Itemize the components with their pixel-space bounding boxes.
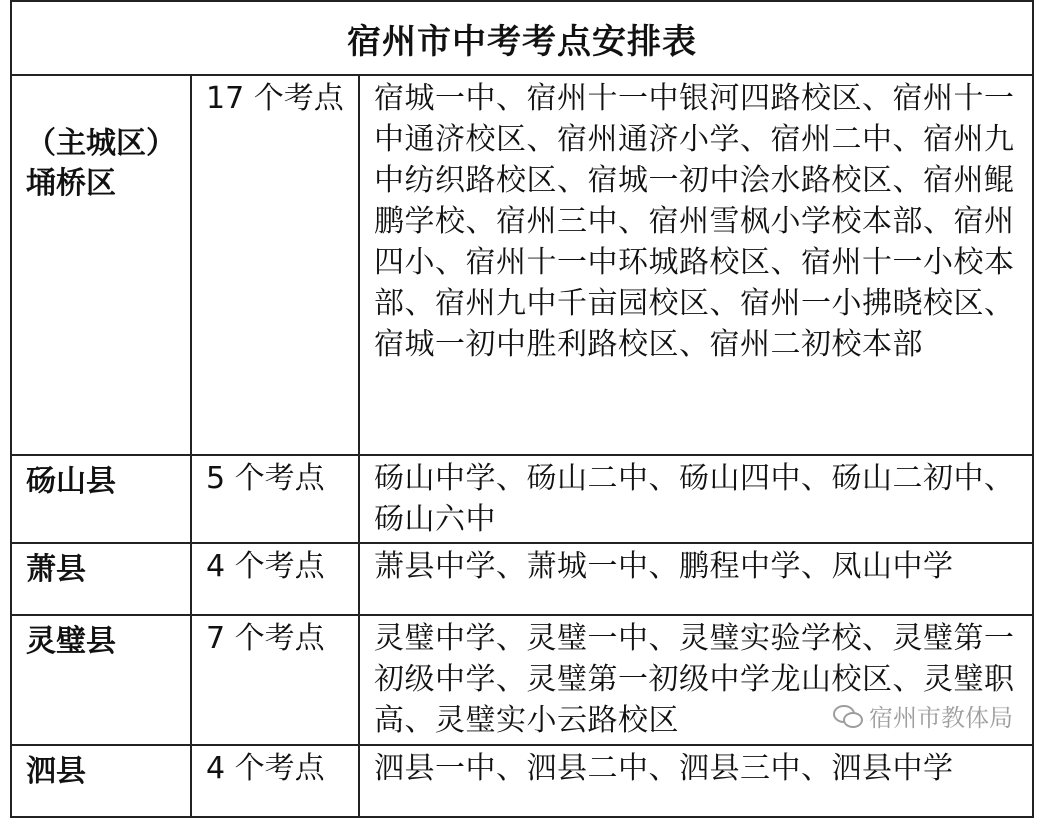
watermark — [833, 698, 1013, 733]
county-name: 泗县 — [11, 745, 191, 817]
county-name: 灵璧县 — [11, 615, 191, 745]
county-cell — [11, 75, 191, 455]
site-count: 5 个考点 — [191, 455, 359, 543]
table-title: 宿州市中考考点安排表 — [11, 1, 1033, 75]
school-list: 泗县一中、泗县二中、泗县三中、泗县中学 — [359, 745, 1033, 817]
school-list: 宿城一中、宿州十一中银河四路校区、宿州十一中通济校区、宿州通济小学、宿州二中、宿州九中纺织路校区、宿城一初中浍水路校区、宿州鲲鹏学校、宿州三中、宿州雪枫小学校本部、宿州四小、宿州十一中环城路校区、宿州十一小校本部、宿州九中千亩园校区、宿州一小拂晓校区、宿城一初中胜利路校区、宿州二初校本部 — [359, 75, 1033, 455]
county-name: 萧县 — [11, 543, 191, 615]
site-count: 7 个考点 — [191, 615, 359, 745]
title-row — [11, 1, 1033, 75]
site-count: 4 个考点 — [191, 745, 359, 817]
wechat-icon — [833, 705, 861, 727]
site-count: 4 个考点 — [191, 543, 359, 615]
school-list: 灵璧中学、灵璧一中、灵璧实验学校、灵璧第一初级中学、灵璧第一初级中学龙山校区、灵璧职高、灵璧实小云路校区 — [359, 615, 1033, 745]
county-name: 埇桥区 — [26, 166, 116, 201]
school-list: 萧县中学、萧城一中、鹏程中学、凤山中学 — [359, 543, 1033, 615]
table-row — [11, 745, 1033, 817]
table-row — [11, 75, 1033, 455]
county-note: （主城区） — [26, 126, 176, 161]
site-count: 17 个考点 — [191, 75, 359, 455]
school-list: 砀山中学、砀山二中、砀山四中、砀山二初中、砀山六中 — [359, 455, 1033, 543]
exam-site-table — [10, 0, 1034, 818]
county-name: 砀山县 — [11, 455, 191, 543]
table-row — [11, 455, 1033, 543]
table-row — [11, 543, 1033, 615]
exam-site-document — [10, 0, 1032, 789]
watermark-text: 宿州市教体局 — [869, 704, 1013, 732]
